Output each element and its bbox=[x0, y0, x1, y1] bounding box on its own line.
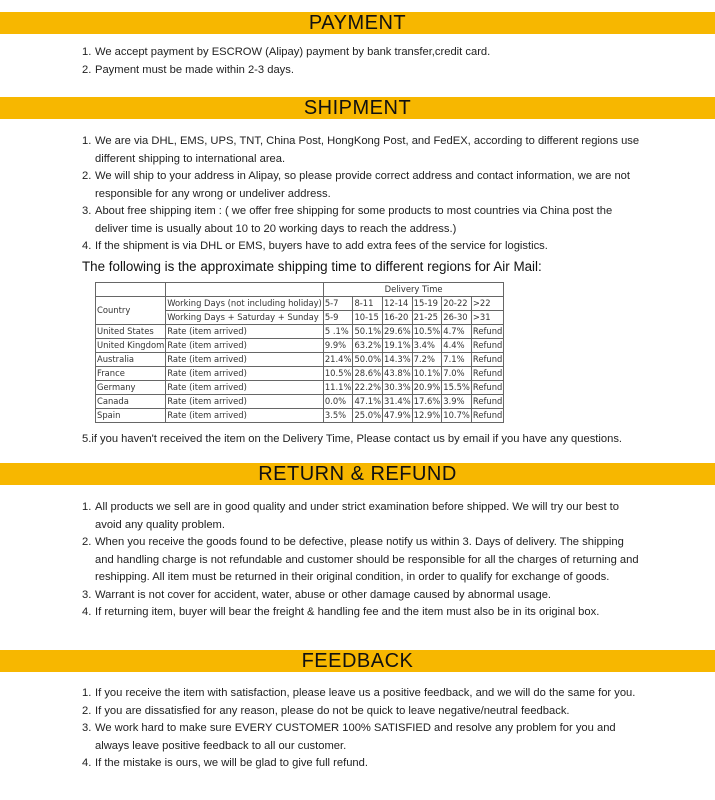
rate-label-cell: Rate (item arrived) bbox=[166, 381, 324, 395]
list-item: 1. We are via DHL, EMS, UPS, TNT, China Post, HongKong Post, and FedEX, according to different regions use different shipping to international area. bbox=[82, 135, 640, 165]
rate-label-cell: Rate (item arrived) bbox=[166, 367, 324, 381]
rate-label-cell: Rate (item arrived) bbox=[166, 325, 324, 339]
shipping-time-table bbox=[95, 282, 504, 423]
value-cell: 29.6% bbox=[383, 325, 413, 339]
range-cell: 5-9 bbox=[323, 311, 353, 325]
table-row bbox=[96, 367, 504, 381]
range-cell: >22 bbox=[471, 297, 503, 311]
payment-list bbox=[82, 44, 642, 79]
value-cell: 4.7% bbox=[442, 325, 472, 339]
value-cell: 19.1% bbox=[383, 339, 413, 353]
value-cell: 3.9% bbox=[442, 395, 472, 409]
value-cell: 20.9% bbox=[412, 381, 442, 395]
value-cell: 3.5% bbox=[323, 409, 353, 423]
value-cell: Refund bbox=[471, 353, 503, 367]
value-cell: Refund bbox=[471, 367, 503, 381]
rate-label-cell: Rate (item arrived) bbox=[166, 409, 324, 423]
table-row bbox=[96, 409, 504, 423]
list-item: 1. All products we sell are in good quality and under strict examination before shipped. We will try our best to avoid any quality problem. bbox=[82, 501, 620, 531]
value-cell: 30.3% bbox=[383, 381, 413, 395]
value-cell: 28.6% bbox=[353, 367, 383, 381]
delivery-time-header: Delivery Time bbox=[323, 283, 504, 297]
range-cell: 5-7 bbox=[323, 297, 353, 311]
country-header: Country bbox=[96, 297, 166, 325]
table-row bbox=[96, 381, 504, 395]
rate-label-cell: Rate (item arrived) bbox=[166, 395, 324, 409]
value-cell: 5 .1% bbox=[323, 325, 353, 339]
shipment-title: SHIPMENT bbox=[303, 97, 412, 119]
rate-label-cell: Rate (item arrived) bbox=[166, 353, 324, 367]
range-cell: 21-25 bbox=[412, 311, 442, 325]
value-cell: 63.2% bbox=[353, 339, 383, 353]
value-cell: 11.1% bbox=[323, 381, 353, 395]
list-item: 4. If returning item, buyer will bear the freight & handling fee and the item must also be in its original box. bbox=[82, 606, 600, 618]
range-cell: 12-14 bbox=[383, 297, 413, 311]
refund-banner bbox=[0, 463, 715, 485]
refund-list bbox=[82, 499, 642, 622]
range-cell: 16-20 bbox=[383, 311, 413, 325]
shipment-list bbox=[82, 133, 642, 256]
value-cell: 7.0% bbox=[442, 367, 472, 381]
table-row bbox=[96, 395, 504, 409]
list-item: 1. If you receive the item with satisfaction, please leave us a positive feedback, and we will do the same for you. bbox=[82, 687, 636, 699]
value-cell: 31.4% bbox=[383, 395, 413, 409]
value-cell: 25.0% bbox=[353, 409, 383, 423]
list-item: 4. If the mistake is ours, we will be glad to give full refund. bbox=[82, 757, 368, 769]
working-days-sat-label: Working Days + Saturday + Sunday bbox=[166, 311, 324, 325]
working-days-label: Working Days (not including holiday) bbox=[166, 297, 324, 311]
list-item: 1. We accept payment by ESCROW (Alipay) payment by bank transfer,credit card. bbox=[82, 46, 491, 58]
list-item: 3. About free shipping item : ( we offer free shipping for some products to most countries via China post the deliver time is usually about 10 to 20 working days to reach the address.) bbox=[82, 205, 613, 235]
list-item: 4. If the shipment is via DHL or EMS, buyers have to add extra fees of the service for logistics. bbox=[82, 240, 548, 252]
value-cell: 15.5% bbox=[442, 381, 472, 395]
range-cell: >31 bbox=[471, 311, 503, 325]
value-cell: Refund bbox=[471, 381, 503, 395]
value-cell: 0.0% bbox=[323, 395, 353, 409]
table-cell bbox=[96, 283, 166, 297]
value-cell: 47.9% bbox=[383, 409, 413, 423]
value-cell: 7.2% bbox=[412, 353, 442, 367]
list-item: 2. Payment must be made within 2-3 days. bbox=[82, 63, 294, 76]
list-item: 2. We will ship to your address in Alipay, so please provide correct address and contact information, we are not responsible for any wrong or undeliver address. bbox=[82, 170, 630, 200]
value-cell: 22.2% bbox=[353, 381, 383, 395]
list-item: 3. Warrant is not cover for accident, water, abuse or other damage caused by abnormal usage. bbox=[82, 588, 552, 601]
value-cell: 47.1% bbox=[353, 395, 383, 409]
country-cell: United Kingdom bbox=[96, 339, 166, 353]
value-cell: 9.9% bbox=[323, 339, 353, 353]
feedback-list bbox=[82, 685, 642, 773]
list-item: 2. If you are dissatisfied for any reason, please do not be quick to leave negative/neutral feedback. bbox=[82, 704, 570, 717]
value-cell: 4.4% bbox=[442, 339, 472, 353]
value-cell: 21.4% bbox=[323, 353, 353, 367]
value-cell: 43.8% bbox=[383, 367, 413, 381]
country-cell: Canada bbox=[96, 395, 166, 409]
country-cell: France bbox=[96, 367, 166, 381]
value-cell: 17.6% bbox=[412, 395, 442, 409]
country-cell: Germany bbox=[96, 381, 166, 395]
country-cell: Australia bbox=[96, 353, 166, 367]
payment-banner bbox=[0, 12, 715, 34]
list-item: 2. When you receive the goods found to be defective, please notify us within 3. Days of delivery. The shipping and handling charge is not refundable and customer should be responsible for all the charges of returning and reshipping. All item must be returned in their original condition, in order to qualify for exchange of goods. bbox=[82, 536, 639, 583]
country-cell: Spain bbox=[96, 409, 166, 423]
value-cell: 50.0% bbox=[353, 353, 383, 367]
value-cell: 3.4% bbox=[412, 339, 442, 353]
shipping-time-heading: The following is the approximate shipping time to different regions for Air Mail: bbox=[82, 259, 542, 274]
value-cell: Refund bbox=[471, 409, 503, 423]
range-cell: 10-15 bbox=[353, 311, 383, 325]
value-cell: Refund bbox=[471, 325, 503, 339]
value-cell: 10.1% bbox=[412, 367, 442, 381]
table-row bbox=[96, 353, 504, 367]
rate-label-cell: Rate (item arrived) bbox=[166, 339, 324, 353]
table-row bbox=[96, 325, 504, 339]
country-cell: United States bbox=[96, 325, 166, 339]
list-item: 3. We work hard to make sure EVERY CUSTOMER 100% SATISFIED and resolve any problem for you and always leave positive feedback to all our customer. bbox=[82, 722, 616, 752]
value-cell: 12.9% bbox=[412, 409, 442, 423]
payment-title: PAYMENT bbox=[308, 12, 407, 34]
table-cell bbox=[166, 283, 324, 297]
value-cell: Refund bbox=[471, 339, 503, 353]
value-cell: 10.5% bbox=[412, 325, 442, 339]
value-cell: 50.1% bbox=[353, 325, 383, 339]
feedback-title: FEEDBACK bbox=[301, 650, 414, 672]
refund-title: RETURN & REFUND bbox=[258, 463, 457, 485]
range-cell: 20-22 bbox=[442, 297, 472, 311]
range-cell: 26-30 bbox=[442, 311, 472, 325]
value-cell: 10.7% bbox=[442, 409, 472, 423]
range-cell: 8-11 bbox=[353, 297, 383, 311]
shipment-banner bbox=[0, 97, 715, 119]
value-cell: Refund bbox=[471, 395, 503, 409]
value-cell: 7.1% bbox=[442, 353, 472, 367]
value-cell: 14.3% bbox=[383, 353, 413, 367]
value-cell: 10.5% bbox=[323, 367, 353, 381]
shipment-footnote: 5.if you haven't received the item on the Delivery Time, Please contact us by email if you have any questions. bbox=[82, 433, 623, 445]
range-cell: 15-19 bbox=[412, 297, 442, 311]
table-row bbox=[96, 339, 504, 353]
feedback-banner bbox=[0, 650, 715, 672]
